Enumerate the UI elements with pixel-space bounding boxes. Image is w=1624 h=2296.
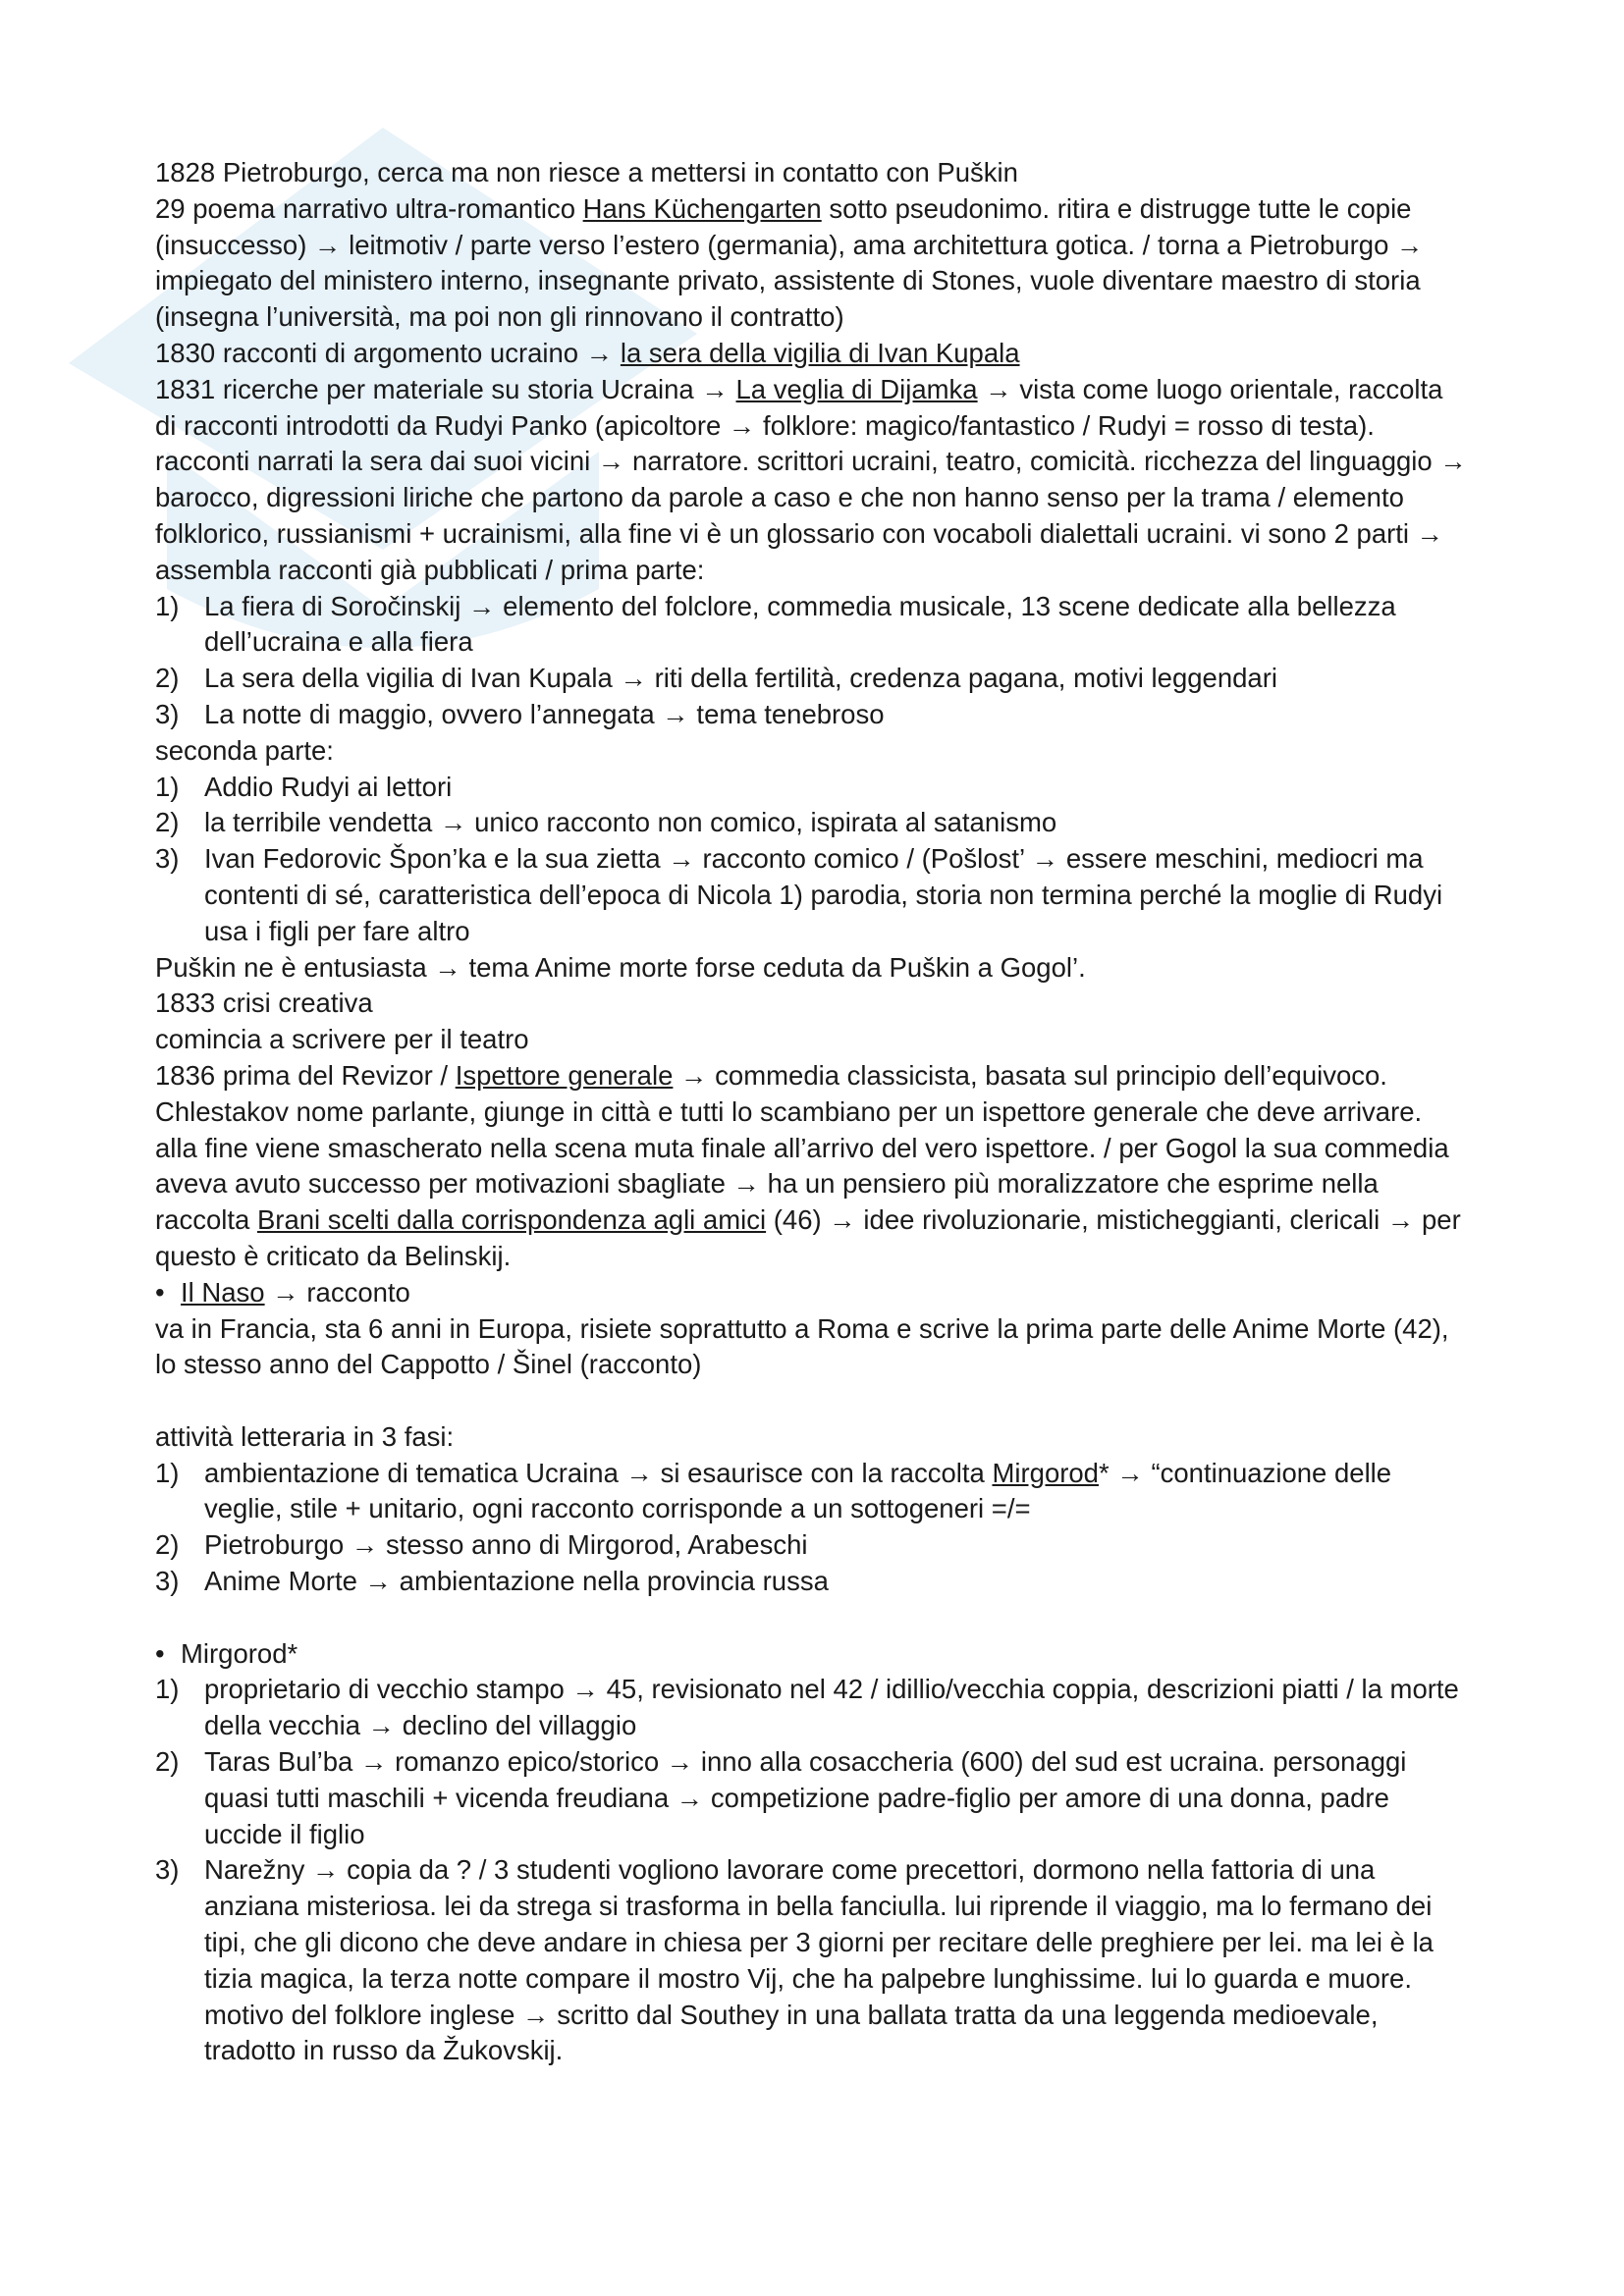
text-segment: ambientazione di tematica Ucraina → si esaurisce con la raccolta [204, 1457, 993, 1488]
text-segment: 1830 racconti di argomento ucraino → [155, 337, 621, 368]
list-text: la terribile vendetta → unico racconto non comico, ispirata al satanismo [204, 807, 1057, 838]
list-item [155, 770, 1471, 806]
list-text: Pietroburgo → stesso anno di Mirgorod, Arabeschi [204, 1529, 808, 1561]
underlined-title-kupala: la sera della vigilia di Ivan Kupala [620, 337, 1020, 368]
blank-line [155, 1383, 1471, 1419]
list-item [155, 841, 1471, 949]
list-text [204, 1456, 1471, 1528]
list-number: 2) [155, 663, 180, 694]
list-item [155, 661, 1471, 697]
list-text: La notte di maggio, ovvero l’annegata → tema tenebroso [204, 698, 885, 729]
list-number: 1) [155, 771, 180, 802]
bullet-item-mirgorod [155, 1636, 1471, 1673]
underlined-title-dijamka: La veglia di Dijamka [735, 373, 978, 404]
list-item [155, 1527, 1471, 1564]
list-text: Ivan Fedorovic Špon’ka e la sua zietta → racconto comico / (Pošlost’ → essere meschini, mediocri ma contenti di sé, caratteristica dell’epoca di Nicola 1) parodia, storia non termina perché la moglie di Rudyi usa i figli per fare altro [204, 843, 1443, 946]
blank-line [155, 1600, 1471, 1636]
list-text: Taras Bul’ba → romanzo epico/storico → inno alla cosaccheria (600) del sud est ucraina. personaggi quasi tutti maschili + vicenda freudiana → competizione padre-figlio per amore di una donna, padre uccide il figlio [204, 1746, 1407, 1849]
bullet-dot: • [155, 1637, 165, 1669]
list-item [155, 1672, 1471, 1744]
list-number: 2) [155, 1529, 180, 1561]
text-segment: 1836 prima del Revizor / [155, 1059, 456, 1091]
bullet-dot: • [155, 1276, 165, 1308]
underlined-title-hans: Hans Küchengarten [582, 192, 822, 224]
paragraph-1829 [155, 191, 1471, 336]
list-number: 1) [155, 1457, 180, 1488]
bullet-item-naso [155, 1275, 1471, 1311]
list-item [155, 1744, 1471, 1852]
list-number: 3) [155, 1566, 180, 1597]
list-number: 2) [155, 807, 180, 838]
underlined-title-brani: Brani scelti dalla corrispondenza agli amici [256, 1204, 767, 1236]
paragraph-1828: 1828 Pietroburgo, cerca ma non riesce a mettersi in contatto con Puškin [155, 157, 1018, 187]
list-text: La sera della vigilia di Ivan Kupala → riti della fertilità, credenza pagana, motivi leggendari [204, 663, 1277, 694]
list-number: 3) [155, 698, 180, 729]
list-item [155, 1852, 1471, 2069]
text-segment: 1831 ricerche per materiale su storia Ucraina → [155, 373, 736, 404]
underlined-title-mirgorod: Mirgorod [992, 1457, 1099, 1488]
paragraph-teatro: comincia a scrivere per il teatro [155, 1024, 529, 1055]
text-segment: → commedia classicista, basata sul principio dell’equivoco. Chlestakov nome parlante, giunge in città e tutti lo scambiano per un ispettore generale che deve arrivare. alla fine viene smascherato nella scena muta finale all’arrivo del vero ispettore. / per Gogol la sua commedia aveva avuto successo per motivazioni sbagliate → ha un pensiero più moralizzatore che esprime nella raccolta [155, 1059, 1449, 1236]
list-number: 1) [155, 590, 180, 621]
bullet-text [181, 1275, 410, 1311]
list-text: La fiera di Soročinskij → elemento del folclore, commedia musicale, 13 scene dedicate alla bellezza dell’ucraina e alla fiera [204, 590, 1396, 658]
text-segment: sotto pseudonimo. ritira e distrugge tutte le copie (insuccesso) → leitmotiv / parte verso l’estero (germania), ama architettura gotica. / torna a Pietroburgo → impiegato del ministero interno, insegnante privato, assistente di Stones, vuole diventare maestro di storia (insegna l’università, ma poi non gli rinnovano il contratto) [155, 192, 1424, 333]
list-item [155, 589, 1471, 662]
list-text: Addio Rudyi ai lettori [204, 771, 453, 802]
text-segment: → racconto [264, 1276, 410, 1308]
text-segment: * → “continuazione delle veglie, stile + unitario, ogni racconto corrisponde a un sottogeneri =/= [204, 1457, 1392, 1524]
list-number: 3) [155, 843, 180, 875]
text-segment: motivo del folklore inglese → scritto dal Southey in una ballata tratta da una leggenda medioevale, tradotto in russo da Žukovskij. [204, 1999, 1379, 2066]
second-part-label: seconda parte: [155, 734, 334, 766]
text-segment: → vista come luogo orientale, raccolta di racconti introdotti da Rudyi Panko (apicoltore → folklore: magico/fantastico / Rudyi = rosso di testa). racconti narrati la sera dai suoi vicini → narratore. scrittori ucraini, teatro, comicità. ricchezza del linguaggio → barocco, digressioni liriche che partono da parole a caso e che non hanno senso per la trama / elemento folklorico, russianismi + ucrainismi, alla fine vi è un glossario con vocaboli dialettali ucraini. vi sono 2 parti → assembla racconti già pubblicati / prima parte: [155, 373, 1467, 585]
phases-label: attività letteraria in 3 fasi: [155, 1420, 455, 1452]
paragraph-francia: va in Francia, sta 6 anni in Europa, risiete soprattutto a Roma e scrive la prima parte delle Anime Morte (42), lo stesso anno del Cappotto / Šinel (racconto) [155, 1312, 1449, 1380]
paragraph-1836 [155, 1058, 1471, 1275]
list-text: proprietario di vecchio stampo → 45, revisionato nel 42 / idillio/vecchia coppia, descrizioni piatti / la morte della vecchia → declino del villaggio [204, 1674, 1459, 1741]
underlined-title-ispettore: Ispettore generale [455, 1059, 674, 1091]
paragraph-1831 [155, 372, 1471, 589]
document-body [155, 155, 1471, 2069]
bullet-text: Mirgorod* [181, 1637, 298, 1669]
text-segment: 29 poema narrativo ultra-romantico [155, 192, 583, 224]
list-number: 1) [155, 1674, 180, 1705]
text-segment: (46) → idee rivoluzionarie, misticheggianti, clericali → per questo è criticato da Belinskij. [155, 1204, 1461, 1271]
paragraph-puskin: Puškin ne è entusiasta → tema Anime morte forse ceduta da Puškin a Gogol’. [155, 951, 1086, 983]
list-number: 3) [155, 1854, 180, 1886]
paragraph-1833: 1833 crisi creativa [155, 988, 373, 1019]
underlined-title-naso: Il Naso [181, 1276, 265, 1308]
list-text [204, 1852, 1471, 2069]
paragraph-1830 [155, 336, 1471, 372]
list-text: Anime Morte → ambientazione nella provincia russa [204, 1566, 829, 1597]
list-number: 2) [155, 1746, 180, 1778]
text-segment: Narežny → copia da ? / 3 studenti vogliono lavorare come precettori, dormono nella fattoria di una anziana misteriosa. lei da strega si trasforma in bella fanciulla. lui riprende il viaggio, ma lo fermano dei tipi, che gli dicono che deve andare in chiesa per 3 giorni per recitare delle preghiere per lei. ma lei è la tizia magica, la terza notte compare il mostro Vij, che ha palpebre lunghissime. lui lo guarda e muore. [204, 1854, 1434, 1994]
list-item [155, 1456, 1471, 1528]
list-item [155, 805, 1471, 841]
list-item [155, 697, 1471, 733]
list-item [155, 1564, 1471, 1600]
